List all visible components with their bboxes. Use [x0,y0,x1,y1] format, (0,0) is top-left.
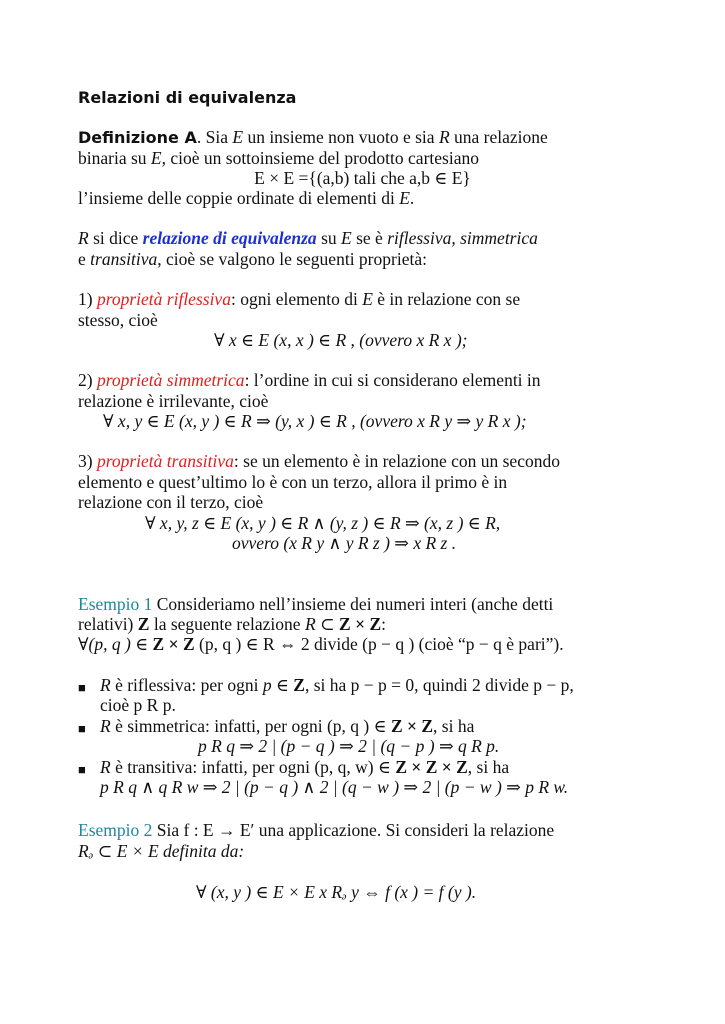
bullet-symmetric-line-2: p R q ⇒ 2 | (p − q ) ⇒ 2 | (q − p ) ⇒ q R p. [198,736,500,756]
bullet-marker: ■ [78,680,86,695]
bullet-symmetric-line-1: R è simmetrica: infatti, per ogni (p, q ) ∈ Z × Z, si ha [100,716,475,736]
property-3-formula-2: ovvero (x R y ∧ y R z ) ⇒ x R z . [232,533,457,553]
definition-line-1: Definizione A. Sia E un insieme non vuoto e sia R una relazione [78,127,548,147]
property-1-name: proprietà riflessiva [96,289,231,309]
definition-line-2: binaria su E, cioè un sottoinsieme del prodotto cartesiano [78,148,479,168]
page-title: Relazioni di equivalenza [78,88,297,107]
property-3-line-3: relazione con il terzo, cioè [78,492,264,512]
example-1-label: Esempio 1 [78,594,153,614]
property-3-line-2: elemento e quest’ultimo lo è con un terzo, allora il primo è in [78,472,508,492]
bullet-marker: ■ [78,721,86,736]
property-1-formula: ∀ x ∈ E (x, x ) ∈ R , (ovvero x R x ); [214,330,468,350]
property-3-formula-1: ∀ x, y, z ∈ E (x, y ) ∈ R ∧ (y, z ) ∈ R ⇒ (x, z ) ∈ R, [145,513,501,533]
bullet-transitive-line-2: p R q ∧ q R w ⇒ 2 | (p − q ) ∧ 2 | (q − w ) ⇒ 2 | (p − w ) ⇒ p R w. [100,777,569,797]
example-2-line-1: Esempio 2 Sia f : E → E′ una applicazione. Si consideri la relazione [78,820,555,840]
equivalence-line-1: R si dice relazione di equivalenza su E se è riflessiva, simmetrica [78,228,538,248]
property-3-name: proprietà transitiva [96,451,234,471]
cartesian-product-formula: E × E ={(a,b) tali che a,b ∈ E} [254,168,471,188]
example-1-line-1: Esempio 1 Consideriamo nell’insieme dei numeri interi (anche detti [78,594,554,614]
property-2-line-1: 2) proprietà simmetrica: l’ordine in cui si considerano elementi in [78,370,541,390]
definition-line-4: l’insieme delle coppie ordinate di elementi di E. [78,188,415,208]
equivalence-line-2: e transitiva, cioè se valgono le seguenti proprietà: [78,249,427,269]
property-2-formula: ∀ x, y ∈ E (x, y ) ∈ R ⇒ (y, x ) ∈ R , (ovvero x R y ⇒ y R x ); [103,411,527,431]
bullet-marker: ■ [78,762,86,777]
definition-heading: Definizione A [78,128,197,147]
property-2-name: proprietà simmetrica [96,370,245,390]
example-2-label: Esempio 2 [78,820,153,840]
bullet-reflexive-line-1: R è riflessiva: per ogni p ∈ Z, si ha p − p = 0, quindi 2 divide p − p, [100,675,574,695]
property-1-line-2: stesso, cioè [78,310,158,330]
equivalence-term: relazione di equivalenza [142,228,317,248]
example-2-formula: ∀ (x, y ) ∈ E × E x Rₔ y ⇔ f (x ) = f (y ). [196,882,477,902]
bullet-transitive-line-1: R è transitiva: infatti, per ogni (p, q, w) ∈ Z × Z × Z, si ha [100,757,510,777]
example-2-line-2: Rₔ ⊂ E × E definita da: [78,841,245,861]
example-1-line-3: ∀(p, q ) ∈ Z × Z (p, q ) ∈ R ⇔ 2 divide (p − q ) (cioè “p − q è pari”). [78,634,564,654]
property-2-line-2: relazione è irrilevante, cioè [78,391,269,411]
property-1-line-1: 1) proprietà riflessiva: ogni elemento di E è in relazione con se [78,289,521,309]
bullet-reflexive-line-2: cioè p R p. [100,695,176,715]
example-1-line-2: relativi) Z la seguente relazione R ⊂ Z × Z: [78,614,386,634]
property-3-line-1: 3) proprietà transitiva: se un elemento è in relazione con un secondo [78,451,560,471]
